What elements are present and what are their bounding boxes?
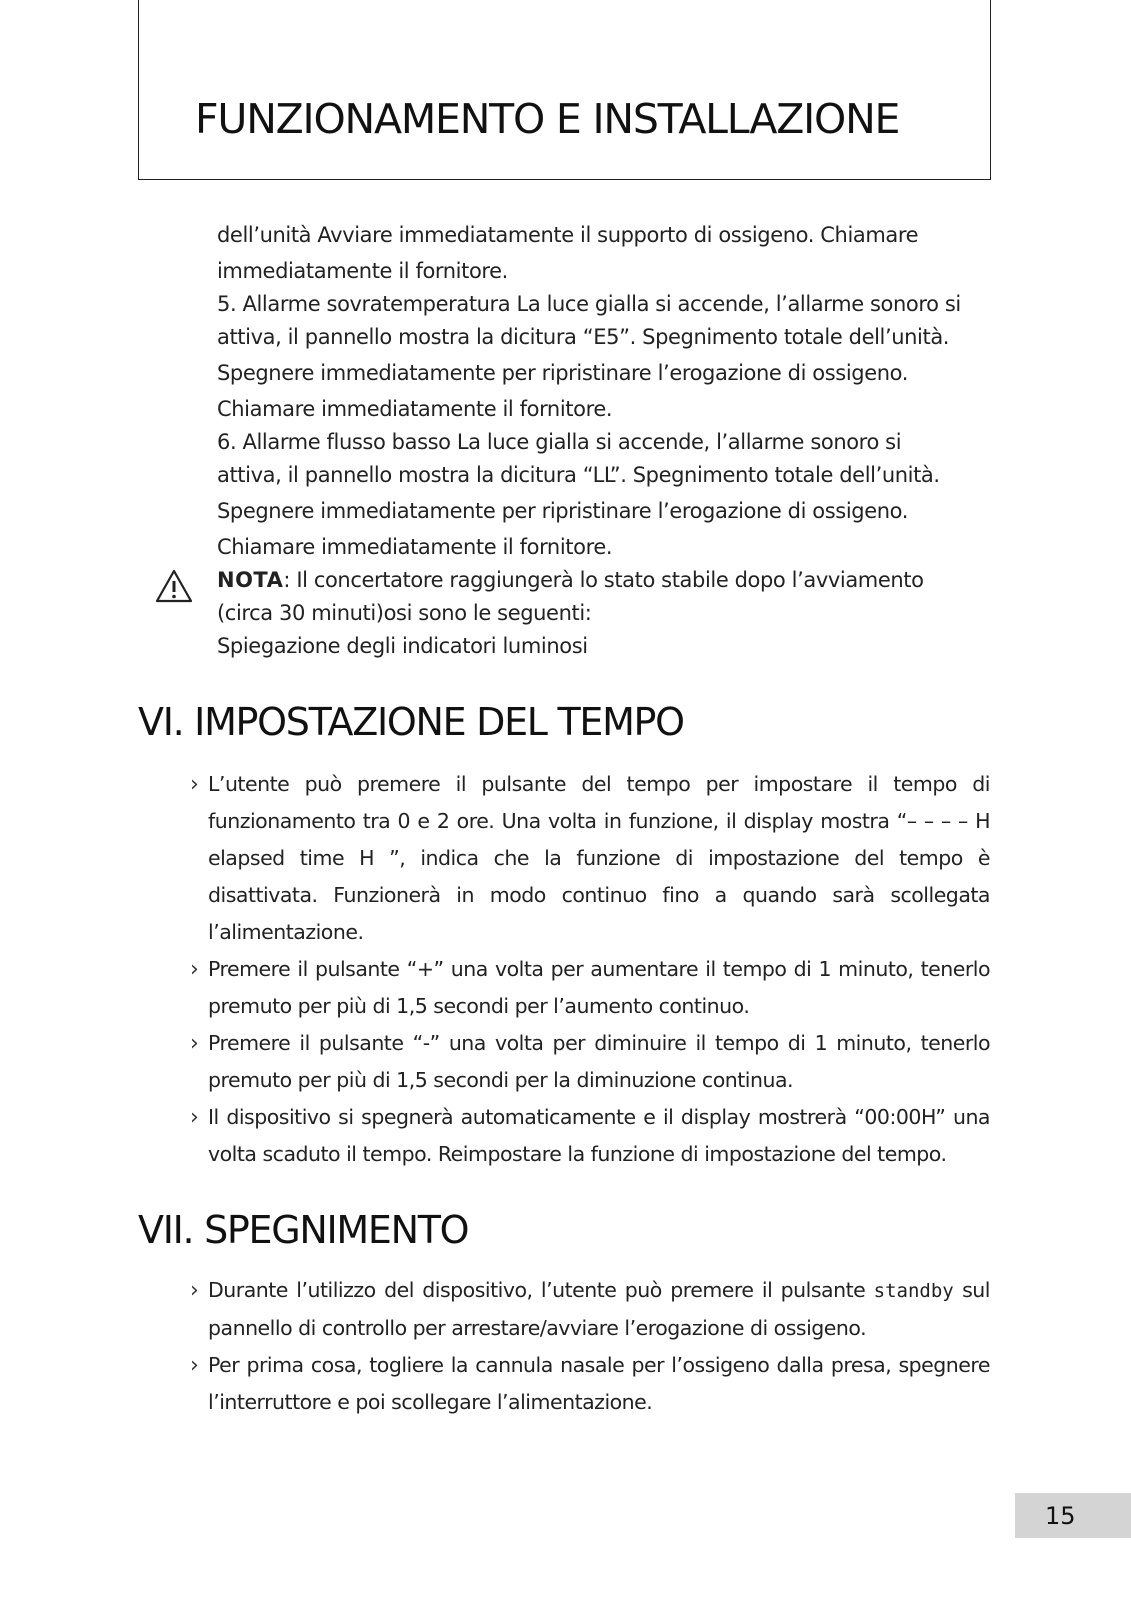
shutdown-list [190,1272,990,1421]
alarm-5-line: Chiamare immediatamente il fornitore. [217,397,613,421]
standby-term: standby [873,1280,954,1302]
continuation-line: immediatamente il fornitore. [217,259,508,283]
alarm-5-line: Spegnere immediatamente per ripristinare l’erogazione di ossigeno. [217,361,908,385]
note-line: Spiegazione degli indicatori luminosi [217,634,588,658]
note-label: NOTA [217,568,284,592]
alarm-6-line: 6. Allarme flusso basso La luce gialla si accende, l’allarme sonoro si [217,430,902,454]
section-title-impostazione-tempo: VI. IMPOSTAZIONE DEL TEMPO [138,700,684,744]
alarm-6-line: attiva, il pannello mostra la dicitura “LL”. Spegnimento totale dell’unità. [217,463,940,487]
list-item: › Premere il pulsante “+” una volta per aumentare il tempo di 1 minuto, tenerlo premuto per più di 1,5 secondi per l’aumento continuo. [190,951,990,1025]
section-title-spegnimento: VII. SPEGNIMENTO [138,1208,469,1252]
alarm-5-line: attiva, il pannello mostra la dicitura “E5”. Spegnimento totale dell’unità. [217,325,950,349]
note-text: : Il concertatore raggiungerà lo stato stabile dopo l’avviamento [283,568,924,592]
note-line [217,565,1007,595]
list-item [190,1272,990,1347]
list-item: › L’utente può premere il pulsante del tempo per impostare il tempo di funzionamento tra 0 e 2 ore. Una volta in funzione, il display mostra “– – – – H elapsed time H ”, indica che la funzione di impostazione del tempo è disattivata. Funzionerà in modo continuo fino a quando sarà scollegata l’alimentazione. [190,766,990,951]
page-number: 15 [1015,1493,1131,1538]
warning-triangle-icon [155,569,193,603]
alarm-item-5 [217,289,1007,427]
note-block [217,565,1007,661]
alarm-continuation-block [217,217,1007,661]
list-item: › Il dispositivo si spegnerà automaticamente e il display mostrerà “00:00H” una volta scaduto il tempo. Reimpostare la funzione di impostazione del tempo. [190,1099,990,1173]
bullet-text: Durante l’utilizzo del dispositivo, l’utente può premere il pulsante [208,1278,866,1302]
header-box [138,0,991,180]
alarm-6-line: Spegnere immediatamente per ripristinare l’erogazione di ossigeno. [217,499,908,523]
list-item: › Premere il pulsante “-” una volta per diminuire il tempo di 1 minuto, tenerlo premuto per più di 1,5 secondi per la diminuzione continua. [190,1025,990,1099]
bullet-text: sul pannello di controllo per arrestare/avviare l’erogazione di ossigeno. [208,1278,990,1340]
list-item: › Per prima cosa, togliere la cannula nasale per l’ossigeno dalla presa, spegnere l’interruttore e poi scollegare l’alimentazione. [190,1347,990,1421]
time-setting-list [190,766,990,1173]
alarm-5-line: 5. Allarme sovratemperatura La luce gialla si accende, l’allarme sonoro si [217,292,961,316]
alarm-item-6 [217,427,1007,565]
alarm-6-line: Chiamare immediatamente il fornitore. [217,535,613,559]
continuation-line: dell’unità Avviare immediatamente il supporto di ossigeno. Chiamare [217,223,919,247]
page-header-title: FUNZIONAMENTO E INSTALLAZIONE [195,95,900,143]
note-line: (circa 30 minuti)osi sono le seguenti: [217,601,592,625]
